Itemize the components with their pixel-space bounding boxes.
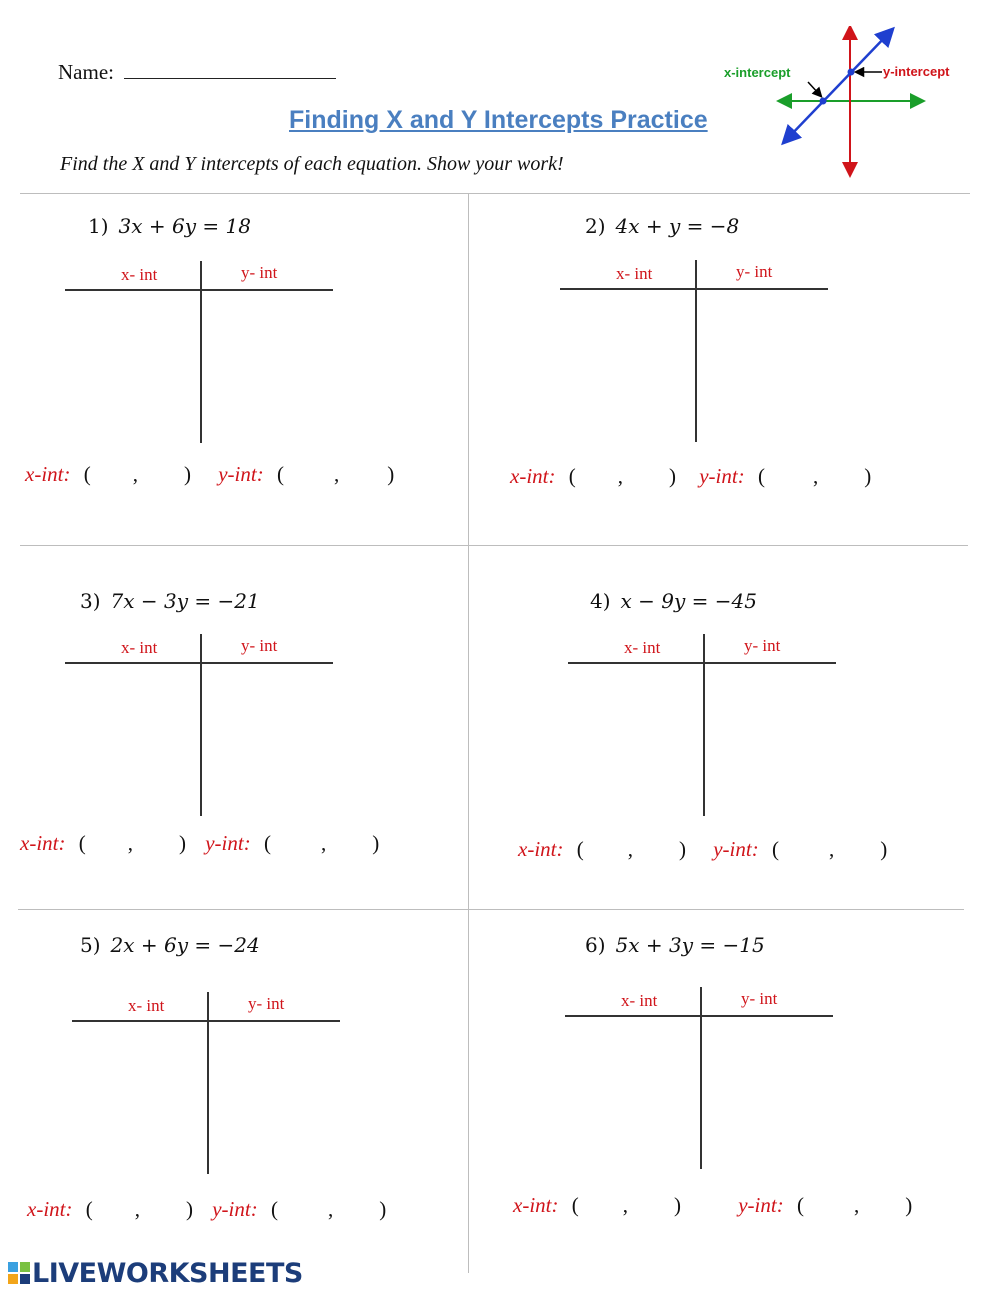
equation: 4x + y = −8: [615, 214, 740, 238]
y-int-label: y-int:: [699, 464, 745, 488]
y-int-column-label: y- int: [241, 636, 278, 655]
divider-column: [468, 193, 469, 1273]
divider-row-2: [18, 909, 964, 910]
problem-4: [590, 589, 757, 613]
problem-5: [80, 933, 260, 957]
graph-line: [788, 34, 888, 138]
x-int-column-label: x- int: [624, 638, 661, 657]
answer-line-5: x-int: ( , ) y-int: ( , ): [27, 1197, 387, 1221]
y-int-column-label: y- int: [241, 263, 278, 282]
divider-top: [20, 193, 970, 194]
liveworksheets-logo[interactable]: [8, 1258, 303, 1289]
answer-line-2: x-int: ( , ) y-int: ( , ): [510, 464, 872, 488]
answer-line-1: x-int: ( , ) y-int: ( , ): [25, 462, 395, 486]
t-chart-6[interactable]: [565, 987, 833, 1169]
x-int-label: x-int:: [510, 464, 556, 488]
y-int-label: y-int:: [218, 462, 264, 486]
answer-line-4: x-int: ( , ) y-int: ( , ): [518, 837, 888, 861]
x-int-column-label: x- int: [616, 264, 653, 283]
equation: 3x + 6y = 18: [118, 214, 251, 238]
intercept-diagram: [720, 26, 970, 178]
problem-number: 5): [80, 933, 101, 957]
x-int-label: x-int:: [20, 831, 66, 855]
problem-number: 2): [585, 214, 606, 238]
x-int-column-label: x- int: [121, 265, 158, 284]
y-int-label: y-int:: [713, 837, 759, 861]
logo-text: LIVEWORKSHEETS: [32, 1258, 303, 1289]
y-int-column-label: y- int: [248, 994, 285, 1013]
problem-6: [585, 933, 765, 957]
x-int-column-label: x- int: [121, 638, 158, 657]
t-chart-2[interactable]: [560, 260, 828, 442]
y-int-column-label: y- int: [744, 636, 781, 655]
x-int-label: x-int:: [27, 1197, 73, 1221]
answer-line-3: x-int: ( , ) y-int: ( , ): [20, 831, 380, 855]
equation: x − 9y = −45: [620, 589, 757, 613]
y-int-label: y-int:: [205, 831, 251, 855]
x-intercept-point: [820, 98, 827, 105]
logo-grid-icon: [8, 1262, 30, 1284]
page-title: Finding X and Y Intercepts Practice: [289, 106, 708, 134]
problem-number: 3): [80, 589, 101, 613]
x-int-column-label: x- int: [128, 996, 165, 1015]
y-intercept-point: [848, 69, 855, 76]
problem-1: [88, 214, 251, 238]
equation: 7x − 3y = −21: [110, 589, 260, 613]
equation: 5x + 3y = −15: [615, 933, 765, 957]
problem-2: [585, 214, 739, 238]
y-int-column-label: y- int: [736, 262, 773, 281]
y-int-label: y-int:: [212, 1197, 258, 1221]
x-int-label: x-int:: [518, 837, 564, 861]
answer-line-6: x-int: ( , ) y-int: ( , ): [513, 1193, 913, 1217]
problem-number: 1): [88, 214, 109, 238]
x-intercept-label: x-intercept: [724, 65, 791, 80]
y-int-label: y-int:: [738, 1193, 784, 1217]
equation: 2x + 6y = −24: [110, 933, 260, 957]
divider-row-1: [20, 545, 968, 546]
t-chart-1[interactable]: [65, 261, 333, 443]
x-int-label: x-int:: [513, 1193, 559, 1217]
name-label: Name:: [58, 60, 114, 84]
name-field: [58, 60, 336, 85]
y-int-column-label: y- int: [741, 989, 778, 1008]
t-chart-4[interactable]: [568, 634, 836, 816]
problem-number: 4): [590, 589, 611, 613]
x-int-label: x-int:: [25, 462, 71, 486]
problem-number: 6): [585, 933, 606, 957]
problem-3: [80, 589, 260, 613]
x-int-column-label: x- int: [621, 991, 658, 1010]
name-blank-line[interactable]: [124, 60, 336, 79]
instructions: Find the X and Y intercepts of each equation. Show your work!: [60, 153, 564, 175]
t-chart-5[interactable]: [72, 992, 340, 1174]
t-chart-3[interactable]: [65, 634, 333, 816]
y-intercept-label: y-intercept: [883, 64, 950, 79]
